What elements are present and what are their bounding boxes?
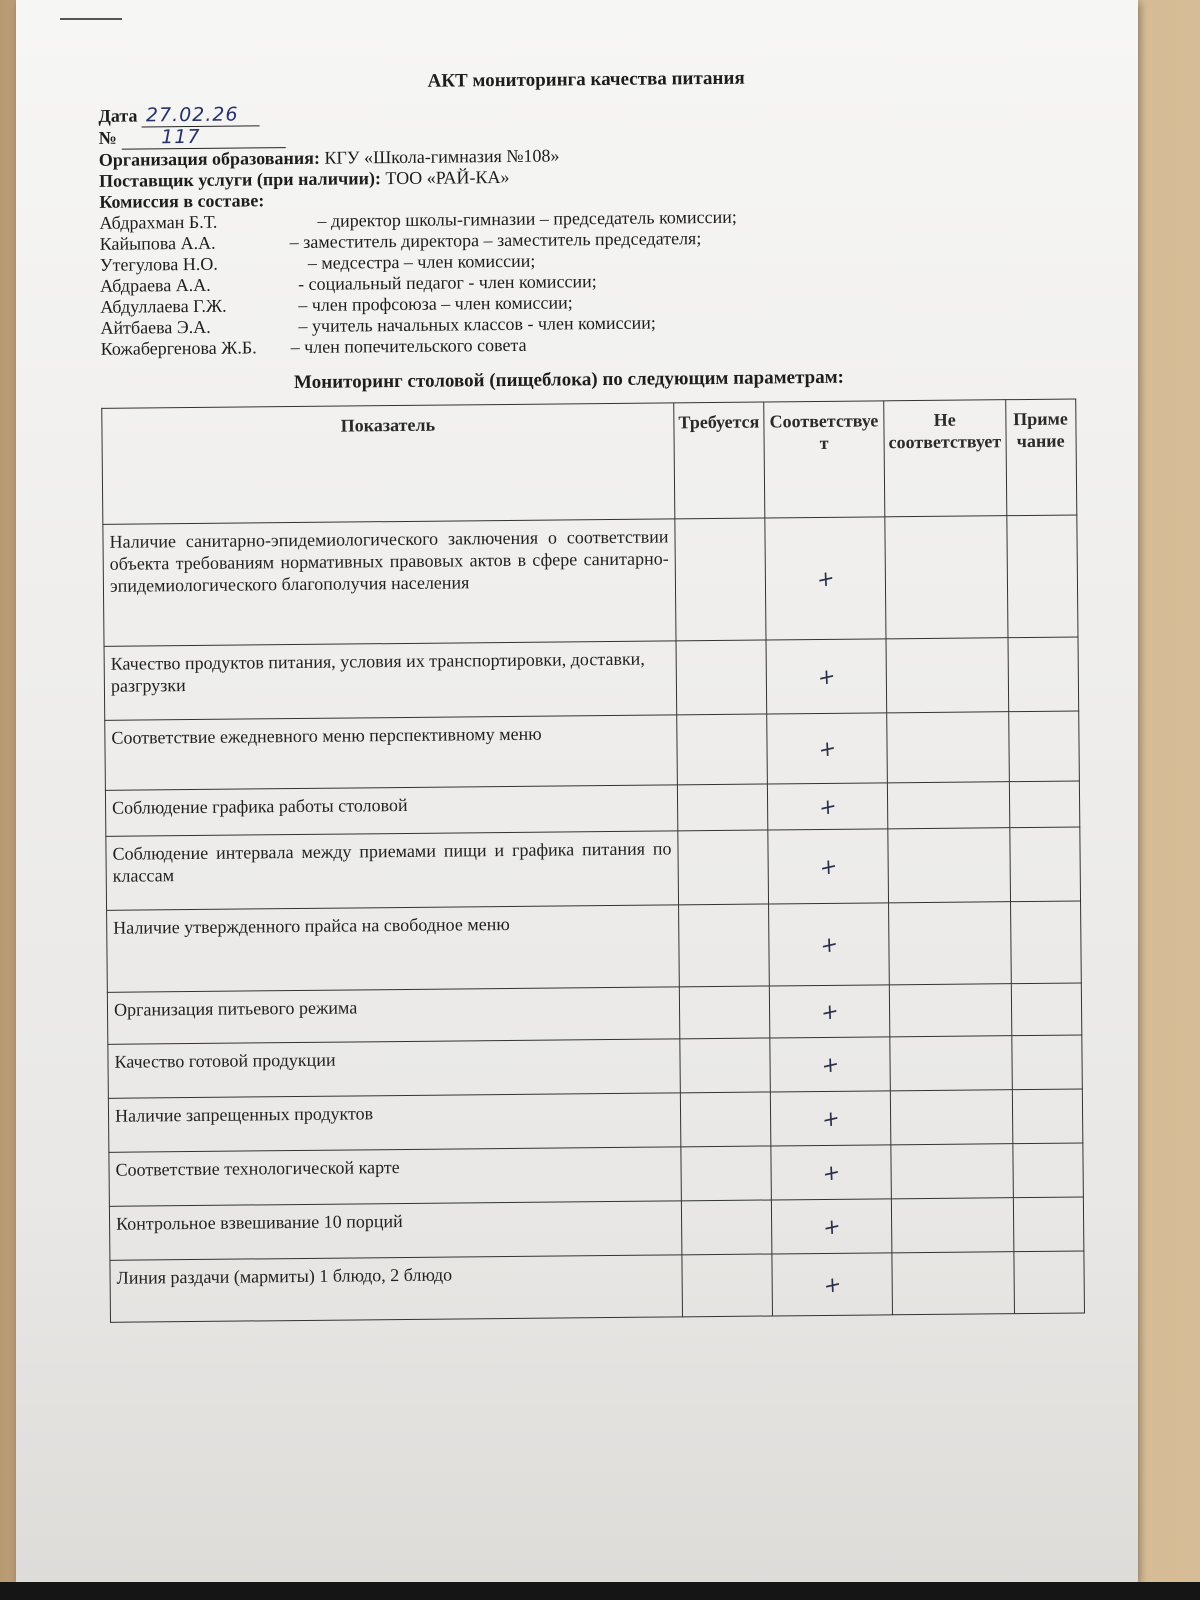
note-cell bbox=[1013, 1251, 1084, 1314]
indicator-cell: Качество продуктов питания, условия их транспортировки, доставки, разгрузки bbox=[104, 641, 677, 720]
required-cell bbox=[676, 640, 767, 715]
noncompliant-cell bbox=[886, 638, 1008, 713]
document-title: АКТ мониторинга качества питания bbox=[427, 67, 745, 92]
member-name: Кайыпова А.А. bbox=[99, 232, 216, 254]
table-row bbox=[109, 1197, 1083, 1260]
act-document bbox=[86, 60, 1148, 1323]
supplier-label: Поставщик услуги (при наличии): bbox=[98, 168, 382, 191]
check-mark: + bbox=[820, 997, 839, 1026]
noncompliant-cell bbox=[887, 782, 1009, 829]
required-cell bbox=[682, 1254, 773, 1317]
noncompliant-cell bbox=[890, 1036, 1012, 1091]
check-mark: + bbox=[817, 662, 836, 691]
pen-mark bbox=[60, 18, 122, 20]
indicator-cell: Соблюдение интервала между приемами пищи и графика питания по классам bbox=[106, 831, 679, 910]
noncompliant-cell bbox=[887, 712, 1009, 783]
note-cell bbox=[1013, 1197, 1084, 1252]
noncompliant-cell bbox=[892, 1252, 1014, 1315]
note-cell bbox=[1012, 1089, 1083, 1144]
member-role: – директор школы-гимназии – председатель комиссии; bbox=[317, 206, 737, 231]
note-cell bbox=[1011, 1035, 1082, 1090]
required-cell bbox=[678, 830, 769, 905]
noncompliant-cell bbox=[891, 1144, 1013, 1199]
compliant-cell bbox=[770, 1037, 891, 1092]
desk-edge bbox=[0, 1582, 1200, 1600]
member-role: – член попечительского совета bbox=[290, 334, 527, 358]
number-label: № bbox=[98, 127, 117, 148]
member-role: – член профсоюза – член комиссии; bbox=[298, 292, 573, 315]
indicator-cell: Контрольное взвешивание 10 порций bbox=[109, 1201, 681, 1260]
table-row bbox=[108, 1035, 1082, 1098]
compliant-cell bbox=[771, 1199, 892, 1254]
required-cell bbox=[679, 904, 770, 987]
note-cell bbox=[1009, 781, 1079, 828]
note-cell bbox=[1010, 901, 1081, 984]
indicator-cell: Организация питьевого режима bbox=[107, 987, 679, 1044]
note-cell bbox=[1009, 827, 1080, 902]
check-mark: + bbox=[822, 1212, 841, 1241]
required-cell bbox=[677, 714, 768, 785]
member-name: Кожабергенова Ж.Б. bbox=[100, 337, 257, 359]
table-row bbox=[106, 827, 1080, 910]
compliant-cell bbox=[765, 517, 886, 640]
table-row bbox=[107, 983, 1081, 1044]
check-mark: + bbox=[817, 734, 837, 763]
noncompliant-cell bbox=[891, 1198, 1013, 1253]
noncompliant-cell bbox=[889, 984, 1011, 1037]
compliant-cell bbox=[772, 1253, 893, 1316]
indicator-cell: Наличие утвержденного прайса на свободное меню bbox=[107, 905, 680, 992]
check-mark: + bbox=[818, 792, 837, 821]
date-label: Дата bbox=[98, 105, 138, 126]
check-mark: + bbox=[821, 1104, 840, 1133]
noncompliant-cell bbox=[885, 516, 1008, 639]
member-role: – учитель начальных классов - член комиссии; bbox=[298, 312, 656, 336]
indicator-cell: Наличие санитарно-эпидемиологического заключения о соответствии объекта требованиям нормативных правовых актов в сфере санитарно-эпидемиологического благополучия населения bbox=[103, 519, 676, 646]
member-name: Абдрахман Б.Т. bbox=[99, 211, 218, 233]
compliant-cell bbox=[769, 985, 889, 1038]
header-noncompliant: Не соответствует bbox=[884, 400, 1007, 517]
compliant-cell bbox=[770, 1091, 891, 1146]
indicator-cell: Соблюдение графика работы столовой bbox=[105, 785, 677, 836]
table-row bbox=[103, 515, 1078, 646]
note-cell bbox=[1008, 711, 1079, 782]
required-cell bbox=[680, 1092, 771, 1147]
member-role: - социальный педагог - член комиссии; bbox=[297, 271, 597, 294]
table-row bbox=[107, 901, 1081, 992]
monitoring-table bbox=[101, 399, 1084, 1323]
header-indicator: Показатель bbox=[102, 403, 675, 524]
header-note: Примечание bbox=[1005, 399, 1076, 516]
compliant-cell bbox=[771, 1145, 892, 1200]
date-value: 27.02.26 bbox=[142, 104, 260, 127]
table-row bbox=[104, 637, 1078, 720]
required-cell bbox=[681, 1146, 772, 1201]
compliant-cell bbox=[766, 639, 887, 714]
table-row bbox=[108, 1089, 1082, 1152]
member-name: Айтбаева Э.А. bbox=[100, 316, 211, 338]
table-header-row bbox=[102, 399, 1077, 524]
organization-value: КГУ «Школа-гимназия №108» bbox=[324, 145, 560, 168]
number-value: 117 bbox=[121, 126, 285, 150]
check-mark: + bbox=[823, 1270, 842, 1299]
compliant-cell bbox=[767, 713, 888, 784]
member-name: Абдуллаева Г.Ж. bbox=[100, 295, 227, 317]
check-mark: + bbox=[816, 564, 835, 593]
note-cell bbox=[1008, 637, 1079, 712]
note-cell bbox=[1012, 1143, 1083, 1198]
indicator-cell: Соответствие ежедневного меню перспективному меню bbox=[105, 715, 678, 790]
member-name: Абдраева А.А. bbox=[99, 274, 211, 296]
check-mark: + bbox=[820, 1050, 840, 1079]
commission-label: Комиссия в составе: bbox=[99, 190, 265, 212]
required-cell bbox=[677, 784, 767, 831]
table-row bbox=[110, 1251, 1084, 1322]
note-cell bbox=[1011, 983, 1081, 1036]
member-role: – медсестра – член комиссии; bbox=[307, 250, 536, 273]
required-cell bbox=[681, 1200, 772, 1255]
required-cell bbox=[675, 518, 766, 641]
noncompliant-cell bbox=[888, 828, 1010, 903]
header-required: Требуется bbox=[674, 402, 765, 519]
organization-label: Организация образования: bbox=[98, 147, 320, 170]
compliant-cell bbox=[769, 903, 890, 986]
check-mark: + bbox=[819, 930, 839, 959]
check-mark: + bbox=[821, 1158, 841, 1187]
header-compliant: Соответствует bbox=[764, 401, 885, 518]
monitoring-title: Мониторинг столовой (пищеблока) по следующим параметрам: bbox=[293, 366, 845, 394]
compliant-cell bbox=[767, 783, 887, 830]
noncompliant-cell bbox=[889, 902, 1011, 985]
table-row bbox=[105, 711, 1079, 790]
required-cell bbox=[679, 986, 769, 1039]
indicator-cell: Качество готовой продукции bbox=[108, 1039, 680, 1098]
required-cell bbox=[680, 1038, 771, 1093]
note-cell bbox=[1006, 515, 1077, 638]
indicator-cell: Наличие запрещенных продуктов bbox=[108, 1093, 680, 1152]
indicator-cell: Линия раздачи (мармиты) 1 блюдо, 2 блюдо bbox=[110, 1255, 683, 1322]
indicator-cell: Соответствие технологической карте bbox=[109, 1147, 681, 1206]
compliant-cell bbox=[768, 829, 889, 904]
member-role: – заместитель директора – заместитель председателя; bbox=[289, 228, 702, 253]
noncompliant-cell bbox=[890, 1090, 1012, 1145]
table-row bbox=[109, 1143, 1083, 1206]
check-mark: + bbox=[819, 852, 838, 881]
supplier-value: ТОО «РАЙ-КА» bbox=[385, 166, 510, 189]
member-name: Утегулова Н.О. bbox=[99, 253, 218, 275]
